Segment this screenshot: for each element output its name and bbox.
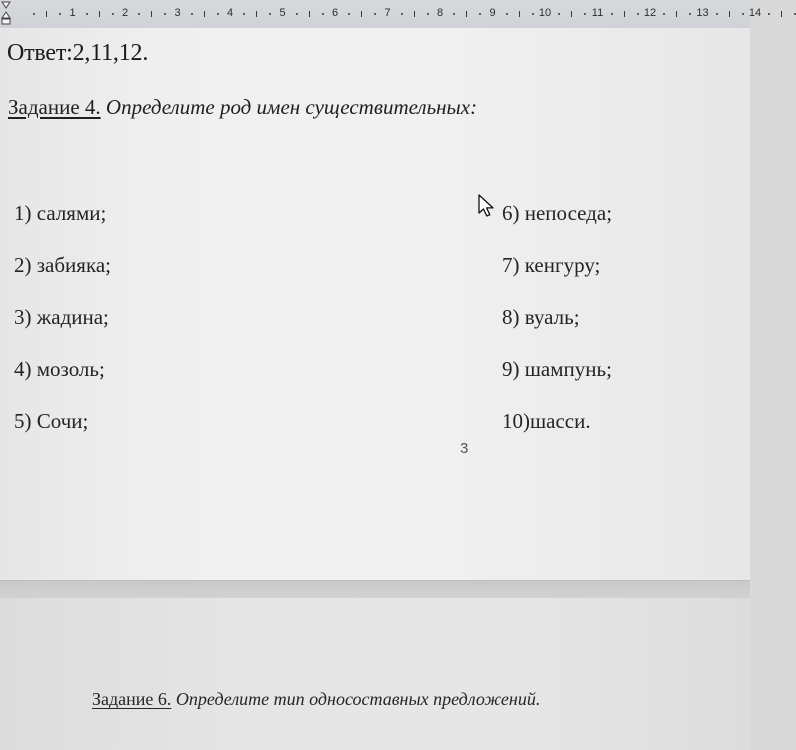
ruler-dot — [269, 13, 271, 15]
document-page[interactable] — [0, 28, 750, 580]
ruler-dot — [59, 13, 61, 15]
ruler-number: 2 — [121, 7, 129, 19]
list-item: 6) непоседа; — [502, 201, 613, 225]
ruler-dot — [742, 13, 744, 15]
ruler-dot — [663, 13, 665, 15]
ruler-tick — [519, 11, 520, 17]
page-break — [0, 580, 750, 600]
ruler-dot — [112, 13, 114, 15]
task-6-label: Задание 6. — [92, 689, 172, 709]
ruler-tick — [99, 11, 100, 17]
ruler-dot — [138, 13, 140, 15]
list-item: 7) кенгуру; — [502, 253, 601, 277]
ruler-dot — [217, 13, 219, 15]
task-6-instruction: Определите тип односоставных предложений. — [175, 689, 541, 709]
ruler-dot — [768, 13, 770, 15]
ruler-number: 1 — [69, 7, 76, 19]
ruler-tick — [46, 11, 47, 17]
ruler-number: 14 — [748, 7, 762, 19]
ruler-dot — [243, 13, 245, 15]
ruler-tick — [729, 11, 730, 17]
ruler-number: 6 — [331, 7, 339, 19]
ruler-number: 4 — [226, 7, 234, 19]
ruler-dot — [689, 13, 691, 15]
ruler-tick — [624, 11, 625, 17]
ruler-dot — [506, 13, 508, 15]
ruler-dot — [322, 13, 324, 15]
list-item: 10)шасси. — [502, 409, 591, 433]
ruler-dot — [164, 13, 166, 15]
list-item: 2) забияка; — [14, 253, 111, 277]
ruler-number: 9 — [489, 7, 496, 19]
ruler-tick — [781, 11, 782, 17]
ruler-number: 10 — [538, 7, 552, 19]
ruler-dot — [637, 13, 639, 15]
ruler-tick — [361, 11, 362, 17]
ruler-dot — [479, 13, 481, 15]
list-item: 1) салями; — [14, 201, 107, 225]
ruler-dot — [558, 13, 560, 15]
ruler-dot — [374, 13, 376, 15]
ruler-tick — [309, 11, 310, 17]
ruler-dot — [296, 13, 298, 15]
answer-text: Ответ:2,11,12. — [7, 40, 149, 66]
task-4-heading — [8, 95, 477, 120]
ruler-dot — [86, 13, 88, 15]
word-list-left — [14, 201, 111, 461]
ruler-number: 3 — [174, 7, 181, 19]
list-item: 8) вуаль; — [502, 305, 580, 329]
ruler-dot — [427, 13, 429, 15]
ruler-number: 8 — [436, 7, 444, 19]
ruler-tick — [204, 11, 205, 17]
ruler-number: 5 — [279, 7, 286, 19]
ruler-dot — [716, 13, 718, 15]
list-item: 4) мозоль; — [14, 357, 105, 381]
ruler-number: 11 — [591, 7, 604, 19]
ruler-dot — [611, 13, 613, 15]
ruler-tick — [676, 11, 677, 17]
mouse-pointer-icon — [476, 193, 498, 219]
document-page-next[interactable] — [0, 598, 750, 750]
list-item: 9) шампунь; — [502, 357, 612, 381]
ruler-dot — [401, 13, 403, 15]
ruler-tick — [466, 11, 467, 17]
ruler-tick — [151, 11, 152, 17]
task-4-instruction: Определите род имен существительных: — [105, 95, 478, 119]
ruler-dot — [453, 13, 455, 15]
ruler-number: 12 — [643, 7, 657, 19]
word-list-right — [502, 201, 612, 461]
task-4-label: Задание 4. — [8, 95, 101, 119]
ruler-dot — [191, 13, 193, 15]
ruler-number: 13 — [696, 7, 709, 19]
ruler-scale — [0, 0, 762, 28]
list-item: 3) жадина; — [14, 305, 109, 329]
ruler-tick — [571, 11, 572, 17]
ruler-number: 7 — [384, 7, 391, 19]
ruler-dot — [348, 13, 350, 15]
ruler-tick — [414, 11, 415, 17]
list-item: 5) Сочи; — [14, 409, 89, 433]
ruler-dot — [532, 13, 534, 15]
ruler-dot — [33, 13, 35, 15]
task-6-heading — [92, 689, 540, 710]
page-number: 3 — [460, 440, 469, 457]
ruler-tick — [256, 11, 257, 17]
ruler-dot — [584, 13, 586, 15]
ruler[interactable] — [0, 0, 762, 29]
